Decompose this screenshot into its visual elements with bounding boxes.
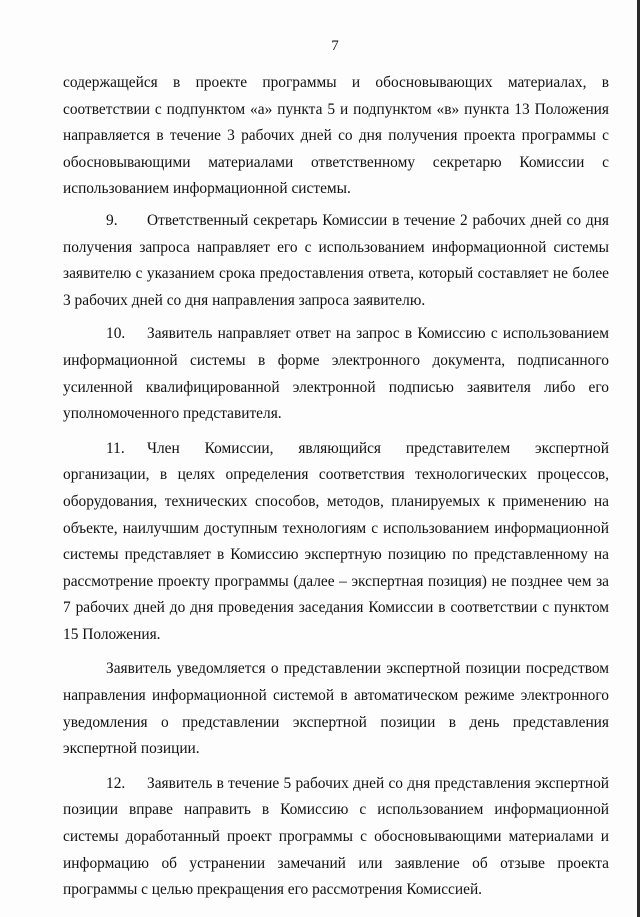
page-number: 7 bbox=[331, 38, 339, 54]
paragraph-text: Ответственный секретарь Комиссии в течение 2 рабочих дней со дня получения запроса направляет его с использованием информационной системы заявителю с указанием срока предоставления ответа, который составляет не более 3 рабочих дней со дня направления запроса заявителю. bbox=[63, 211, 609, 309]
paragraph-text: Заявитель уведомляется о представлении экспертной позиции посредством направления информационной системой в автоматическом режиме электронного уведомления о представлении экспертной позиции в день представления экспертной позиции. bbox=[63, 660, 609, 758]
paragraph-number: 11. bbox=[106, 439, 125, 457]
paragraph-12 bbox=[63, 771, 609, 904]
paragraph-number: 12. bbox=[106, 774, 126, 792]
document-body bbox=[63, 70, 609, 904]
paragraph-text: Заявитель в течение 5 рабочих дней со дня представления экспертной позиции вправе направить в Комиссию с использованием информационной системы доработанный проект программы с обосновывающими материалами и информацию об устранении замечаний или заявление об отзыве проекта программы с целью прекращения его рассмотрения Комиссией. bbox=[63, 774, 609, 899]
paragraph-9 bbox=[63, 208, 609, 314]
paragraph-number: 10. bbox=[106, 325, 126, 343]
paragraph-text: содержащейся в проекте программы и обосновывающих материалах, в соответствии с подпунктом «а» пункта 5 и подпунктом «в» пункта 13 Положения направляется в течение 3 рабочих дней со дня получения проекта программы с обосновывающими материалами ответственному секретарю Комиссии с использованием информационной системы. bbox=[63, 74, 609, 198]
paragraph-text: Заявитель направляет ответ на запрос в Комиссию с использованием информационной системы в форме электронного документа, подписанного усиленной квалифицированной электронной подписью заявителя либо его уполномоченного представителя. bbox=[63, 325, 609, 423]
paragraph-11 bbox=[63, 436, 609, 649]
paragraph-notification bbox=[63, 656, 609, 762]
paragraph-continuation bbox=[63, 70, 609, 203]
paragraph-10 bbox=[63, 321, 609, 427]
paragraph-number: 9. bbox=[106, 211, 118, 229]
paragraph-text: Член Комиссии, являющийся представителем экспертной организации, в целях определения соответствия технологических процессов, оборудования, технических способов, методов, планируемых к применению на объекте, наилучшим доступным технологиям с использованием информационной системы представляет в Комиссию экспертную позицию по представленному на рассмотрение проекту программы (далее – экспертная позиция) не позднее чем за 7 рабочих дней до дня проведения заседания Комиссии в соответствии с пунктом 15 Положения. bbox=[63, 439, 609, 643]
